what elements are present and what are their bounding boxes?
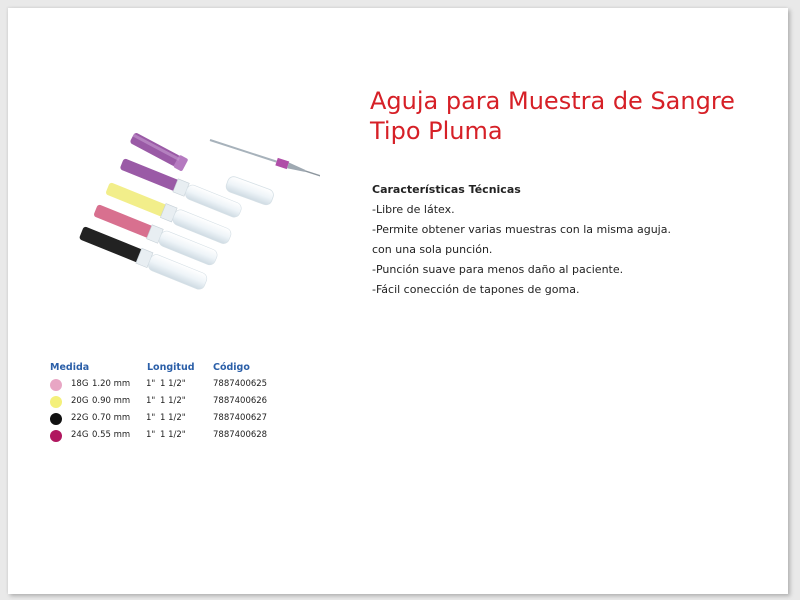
feature-item: -Permite obtener varias muestras con la misma aguja. xyxy=(372,223,671,236)
color-swatch xyxy=(50,413,62,425)
title-line-1: Aguja para Muestra de Sangre xyxy=(370,87,735,115)
color-swatch xyxy=(50,430,62,442)
length-a: 1" xyxy=(146,379,156,389)
code: 7887400625 xyxy=(213,379,268,389)
product-title xyxy=(370,86,790,146)
length-b: 1 1/2" xyxy=(160,430,186,440)
length-a: 1" xyxy=(146,430,156,440)
feature-item: -Fácil conección de tapones de goma. xyxy=(372,283,580,296)
length-b: 1 1/2" xyxy=(160,379,186,389)
title-line-2: Tipo Pluma xyxy=(370,117,503,145)
code: 7887400628 xyxy=(213,430,268,440)
header-longitud: Longitud xyxy=(147,362,195,373)
length-b: 1 1/2" xyxy=(160,413,186,423)
length-b: 1 1/2" xyxy=(160,396,186,406)
feature-item: con una sola punción. xyxy=(372,243,493,256)
gauge: 22G xyxy=(71,413,89,423)
feature-item: -Punción suave para menos daño al paciente. xyxy=(372,263,624,276)
diameter: 0.90 mm xyxy=(92,396,131,406)
color-swatch xyxy=(50,396,62,408)
needle-disassembled xyxy=(129,131,320,206)
feature-item: -Libre de látex. xyxy=(372,203,455,216)
header-codigo: Código xyxy=(213,362,250,373)
code: 7887400626 xyxy=(213,396,268,406)
length-a: 1" xyxy=(146,413,156,423)
features-heading: Características Técnicas xyxy=(372,183,521,196)
gauge: 18G xyxy=(71,379,89,389)
header-medida: Medida xyxy=(50,362,90,373)
technical-features xyxy=(372,180,792,300)
diameter: 0.55 mm xyxy=(92,430,131,440)
needle-illustration xyxy=(70,120,320,300)
gauge: 24G xyxy=(71,430,89,440)
diameter: 1.20 mm xyxy=(92,379,131,389)
color-swatch xyxy=(50,379,62,391)
length-a: 1" xyxy=(146,396,156,406)
gauge: 20G xyxy=(71,396,89,406)
diameter: 0.70 mm xyxy=(92,413,131,423)
code: 7887400627 xyxy=(213,413,268,423)
